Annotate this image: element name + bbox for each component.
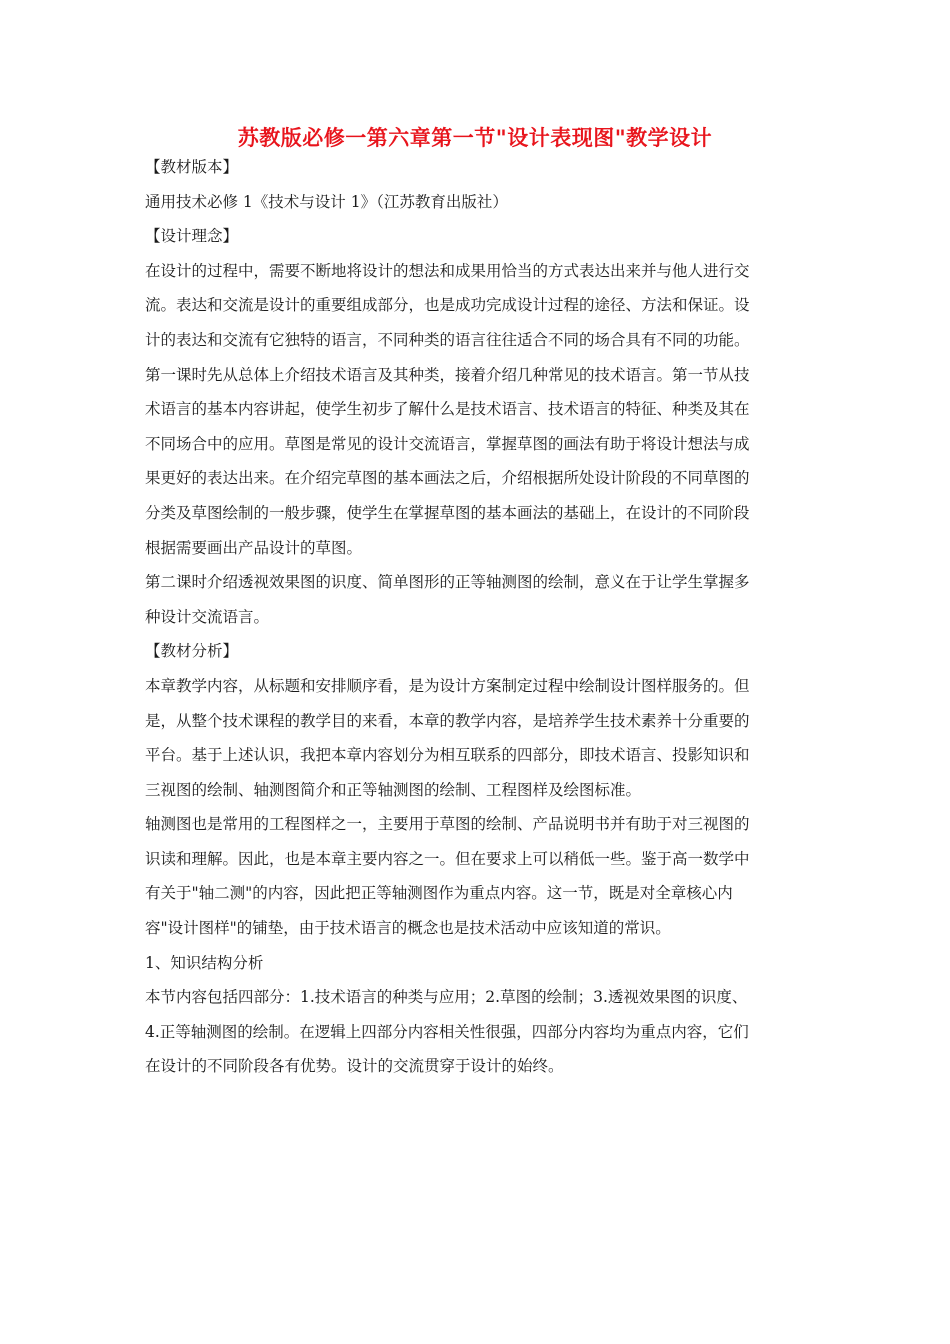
- paragraph-line: 本章教学内容，从标题和安排顺序看，是为设计方案制定过程中绘制设计图样服务的。但: [145, 676, 750, 695]
- paragraph-line: 通用技术必修 1《技术与设计 1》（江苏教育出版社）: [145, 192, 508, 211]
- paragraph-line: 在设计的不同阶段各有优势。设计的交流贯穿于设计的始终。: [145, 1057, 564, 1076]
- paragraph-line: 轴测图也是常用的工程图样之一，主要用于草图的绘制、产品说明书并有助于对三视图的: [145, 815, 750, 834]
- document-body: [145, 150, 825, 1084]
- paragraph-line: 种设计交流语言。: [145, 607, 270, 626]
- paragraph-line: 在设计的过程中，需要不断地将设计的想法和成果用恰当的方式表达出来并与他人进行交: [145, 261, 750, 280]
- paragraph-line: 第一课时先从总体上介绍技术语言及其种类，接着介绍几种常见的技术语言。第一节从技: [145, 365, 750, 384]
- paragraph-line: 术语言的基本内容讲起，使学生初步了解什么是技术语言、技术语言的特征、种类及其在: [145, 400, 750, 419]
- paragraph-line: 本节内容包括四部分：1.技术语言的种类与应用；2.草图的绘制；3.透视效果图的识度、: [145, 988, 748, 1007]
- document-title: 苏教版必修一第六章第一节"设计表现图"教学设计: [237, 125, 713, 150]
- paragraph-line: 果更好的表达出来。在介绍完草图的基本画法之后，介绍根据所处设计阶段的不同草图的: [145, 469, 750, 488]
- paragraph-line: 识读和理解。因此，也是本章主要内容之一。但在要求上可以稍低一些。鉴于高一数学中: [145, 849, 750, 868]
- paragraph-line: 平台。基于上述认识，我把本章内容划分为相互联系的四部分，即技术语言、投影知识和: [145, 746, 750, 765]
- section-heading-design-concept: 【设计理念】: [145, 227, 239, 246]
- section-heading-textbook-version: 【教材版本】: [145, 158, 239, 176]
- paragraph-line: 流。表达和交流是设计的重要组成部分，也是成功完成设计过程的途径、方法和保证。设: [145, 296, 750, 315]
- paragraph-line: 容"设计图样"的铺垫，由于技术语言的概念也是技术活动中应该知道的常识。: [145, 919, 671, 938]
- paragraph-line: 有关于"轴二测"的内容，因此把正等轴测图作为重点内容。这一节，既是对全章核心内: [145, 884, 733, 903]
- paragraph-line: 分类及草图绘制的一般步骤，使学生在掌握草图的基本画法的基础上，在设计的不同阶段: [145, 503, 750, 522]
- paragraph-line: 4.正等轴测图的绘制。在逻辑上四部分内容相关性很强，四部分内容均为重点内容，它们: [145, 1022, 749, 1041]
- paragraph-line: 三视图的绘制、轴测图简介和正等轴测图的绘制、工程图样及绘图标准。: [145, 780, 642, 799]
- paragraph-line: 第二课时介绍透视效果图的识度、简单图形的正等轴测图的绘制，意义在于让学生掌握多: [145, 573, 750, 592]
- subsection-heading-knowledge-structure: 1、知识结构分析: [145, 953, 264, 972]
- paragraph-line: 不同场合中的应用。草图是常见的设计交流语言，掌握草图的画法有助于将设计想法与成: [145, 434, 750, 453]
- paragraph-line: 根据需要画出产品设计的草图。: [145, 538, 363, 557]
- paragraph-line: 是，从整个技术课程的教学目的来看，本章的教学内容，是培养学生技术素养十分重要的: [145, 711, 750, 730]
- paragraph-line: 计的表达和交流有它独特的语言，不同种类的语言往往适合不同的场合具有不同的功能。: [145, 330, 750, 349]
- section-heading-textbook-analysis: 【教材分析】: [145, 642, 239, 661]
